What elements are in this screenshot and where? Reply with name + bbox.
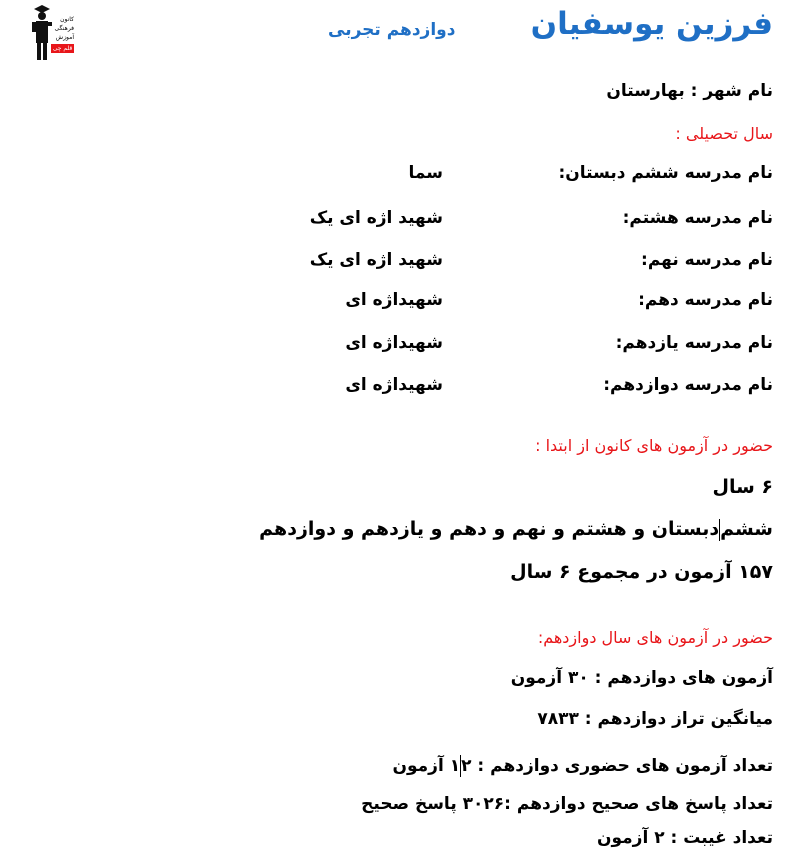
- grade12-attended-part1: تعداد آزمون های حضوری دوازدهم : ۲: [461, 756, 773, 776]
- school-value: شهیداژه ای: [345, 290, 443, 310]
- kanoon-grades: [259, 518, 773, 541]
- kanoon-years: ۶ سال: [712, 476, 773, 498]
- school-label: نام مدرسه یازدهم:: [615, 333, 773, 353]
- school-label: نام مدرسه دوازدهم:: [603, 375, 773, 395]
- school-label: نام مدرسه ششم دبستان:: [558, 163, 773, 183]
- logo-text-1: کانون: [60, 16, 74, 23]
- school-value: سما: [408, 163, 443, 183]
- kanoon-grades-part2: دبستان و هشتم و نهم و دهم و یازدهم و دوازدهم: [259, 518, 720, 540]
- student-name: فرزین یوسفیان: [530, 6, 773, 42]
- grade12-absent: تعداد غیبت : ۲ آزمون: [596, 828, 773, 848]
- school-label: نام مدرسه دهم:: [638, 290, 773, 310]
- city-line: نام شهر : بهارستان: [606, 81, 773, 101]
- school-year-heading: سال تحصیلی :: [675, 124, 773, 143]
- logo-text-3: آموزش: [55, 34, 74, 41]
- grade12-attended: [392, 755, 773, 777]
- school-value: شهید اژه ای یک: [309, 250, 443, 270]
- grade12-average: میانگین تراز دوازدهم : ۷۸۳۳: [537, 709, 773, 729]
- logo-badge: قلم چی: [52, 45, 73, 52]
- kanoon-logo: [30, 4, 88, 64]
- school-value: شهیداژه ای: [345, 375, 443, 395]
- school-label: نام مدرسه هشتم:: [622, 208, 773, 228]
- kanoon-total: ۱۵۷ آزمون در مجموع ۶ سال: [510, 561, 773, 583]
- school-value: شهید اژه ای یک: [309, 208, 443, 228]
- teacher-figure-icon: [30, 4, 54, 64]
- school-value: شهیداژه ای: [345, 333, 443, 353]
- grade12-attended-part2: ۱ آزمون: [392, 756, 461, 776]
- student-grade: دوازدهم تجربی: [328, 20, 456, 40]
- grade12-heading: حضور در آزمون های سال دوازدهم:: [537, 628, 773, 647]
- kanoon-heading: حضور در آزمون های کانون از ابتدا :: [535, 436, 773, 455]
- grade12-exams: آزمون های دوازدهم : ۳۰ آزمون: [510, 668, 773, 688]
- grade12-correct: تعداد پاسخ های صحیح دوازدهم :۳۰۲۶ پاسخ صحیح: [361, 794, 773, 814]
- school-label: نام مدرسه نهم:: [641, 250, 773, 270]
- kanoon-grades-part1: ششم: [720, 518, 773, 540]
- logo-text-2: فرهنگی: [54, 25, 74, 32]
